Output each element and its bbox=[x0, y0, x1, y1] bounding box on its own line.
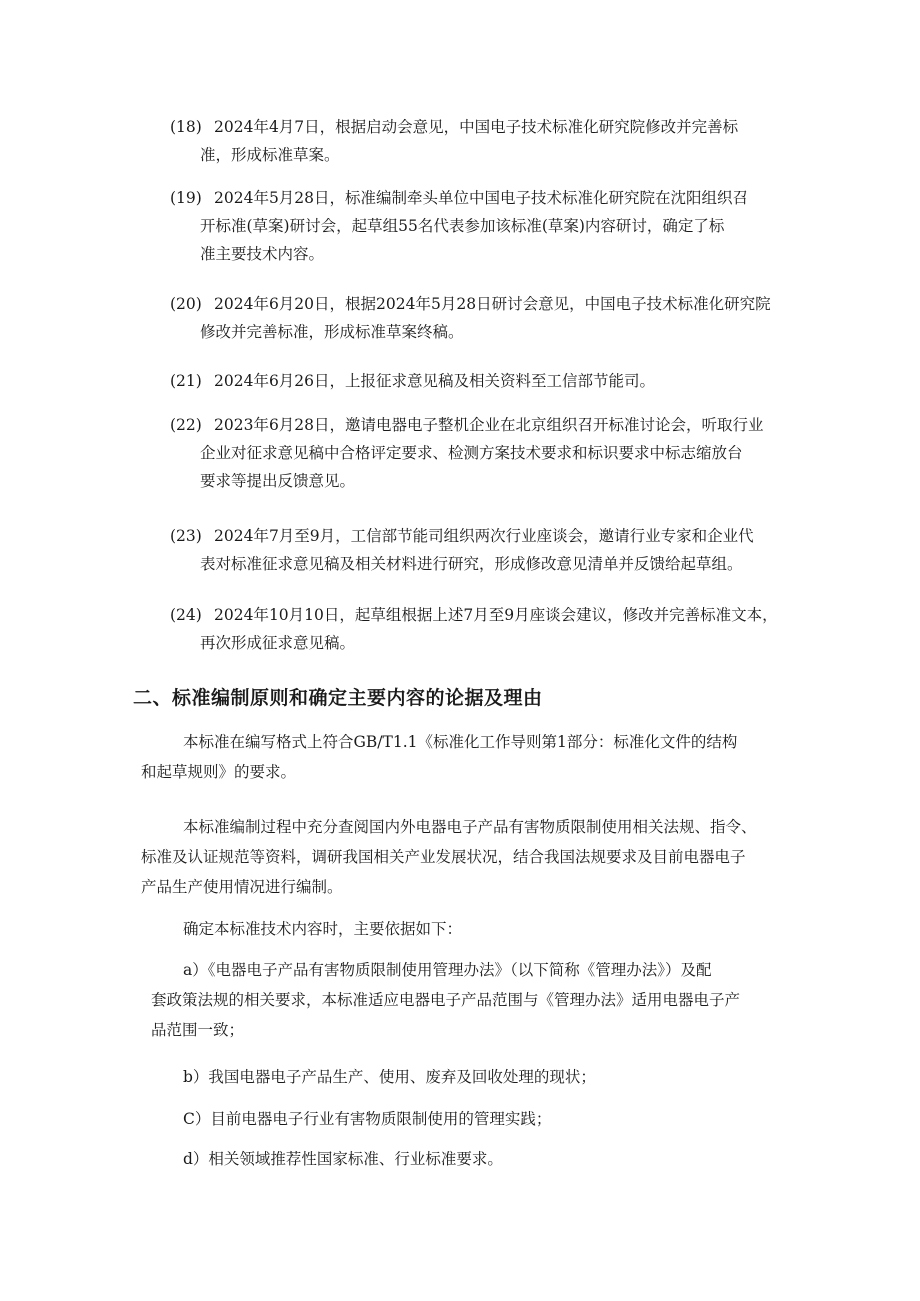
item-text-line: 再次形成征求意见稿。 bbox=[200, 634, 356, 652]
paragraph-line: 本标准编制过程中充分查阅国内外电器电子产品有害物质限制使用相关法规、指令、 bbox=[183, 818, 757, 836]
paragraph-line: 产品生产使用情况进行编制。 bbox=[141, 878, 343, 896]
item-text-line: 2024年4月7日，根据启动会意见，中国电子技术标准化研究院修改并完善标 bbox=[214, 118, 739, 136]
item-number: (22) bbox=[170, 416, 202, 434]
item-number: (24) bbox=[170, 606, 202, 624]
item-number: (19) bbox=[170, 189, 202, 207]
list-item bbox=[170, 601, 810, 657]
list-item bbox=[170, 290, 810, 346]
item-text-line: 企业对征求意见稿中合格评定要求、检测方案技术要求和标识要求中标志缩放台 bbox=[200, 444, 743, 462]
paragraph-line: 本标准在编写格式上符合GB/T1.1《标准化工作导则第1部分：标准化文件的结构 bbox=[183, 733, 738, 751]
list-item bbox=[170, 113, 810, 169]
section-heading: 二、标准编制原则和确定主要内容的论据及理由 bbox=[133, 687, 543, 709]
item-text-line: 2024年7月至9月，工信部节能司组织两次行业座谈会，邀请行业专家和企业代 bbox=[214, 527, 754, 545]
paragraph bbox=[133, 812, 793, 902]
paragraph-line: d）相关领域推荐性国家标准、行业标准要求。 bbox=[183, 1150, 503, 1168]
paragraph-item-d bbox=[133, 1144, 793, 1174]
item-text-line: 准，形成标准草案。 bbox=[200, 146, 340, 164]
item-text-line: 修改并完善标准，形成标准草案终稿。 bbox=[200, 323, 464, 341]
paragraph-line: b）我国电器电子产品生产、使用、废弃及回收处理的现状； bbox=[183, 1068, 596, 1086]
item-number: (20) bbox=[170, 295, 202, 313]
item-text-line: 2024年6月20日，根据2024年5月28日研讨会意见，中国电子技术标准化研究院 bbox=[214, 295, 771, 313]
list-item bbox=[170, 367, 810, 395]
paragraph bbox=[133, 914, 793, 944]
item-text-line: 要求等提出反馈意见。 bbox=[200, 472, 356, 490]
item-number: (18) bbox=[170, 118, 202, 136]
paragraph bbox=[133, 727, 793, 787]
paragraph-line: C）目前电器电子行业有害物质限制使用的管理实践； bbox=[183, 1110, 552, 1128]
paragraph-line: 套政策法规的相关要求，本标准适应电器电子产品范围与《管理办法》适用电器电子产 bbox=[151, 991, 741, 1009]
item-number: (21) bbox=[170, 372, 202, 390]
item-text-line: 准主要技术内容。 bbox=[200, 245, 325, 263]
list-item bbox=[170, 522, 810, 578]
paragraph-item-c bbox=[133, 1104, 793, 1134]
paragraph-item-b bbox=[133, 1062, 793, 1092]
item-text-line: 2023年6月28日，邀请电器电子整机企业在北京组织召开标准讨论会，听取行业 bbox=[214, 416, 764, 434]
paragraph-line: 标准及认证规范等资料，调研我国相关产业发展状况，结合我国法规要求及目前电器电子 bbox=[141, 848, 746, 866]
item-text-line: 2024年10月10日，起草组根据上述7月至9月座谈会建议，修改并完善标准文本， bbox=[214, 606, 778, 624]
list-item bbox=[170, 184, 810, 268]
paragraph-line: a）《电器电子产品有害物质限制使用管理办法》（以下简称《管理办法》）及配 bbox=[183, 961, 712, 979]
paragraph-line: 和起草规则》的要求。 bbox=[141, 763, 297, 781]
item-text-line: 表对标准征求意见稿及相关材料进行研究，形成修改意见清单并反馈给起草组。 bbox=[200, 555, 743, 573]
item-text-line: 2024年5月28日，标准编制牵头单位中国电子技术标准化研究院在沈阳组织召 bbox=[214, 189, 749, 207]
paragraph-item-a bbox=[133, 955, 793, 1045]
list-item bbox=[170, 411, 810, 495]
item-text-line: 2024年6月26日，上报征求意见稿及相关资料至工信部节能司。 bbox=[214, 372, 656, 390]
item-text-line: 开标准(草案)研讨会，起草组55名代表参加该标准(草案)内容研讨，确定了标 bbox=[200, 217, 725, 235]
paragraph-line: 品范围一致； bbox=[151, 1021, 245, 1039]
paragraph-line: 确定本标准技术内容时，主要依据如下： bbox=[183, 920, 463, 938]
item-number: (23) bbox=[170, 527, 202, 545]
